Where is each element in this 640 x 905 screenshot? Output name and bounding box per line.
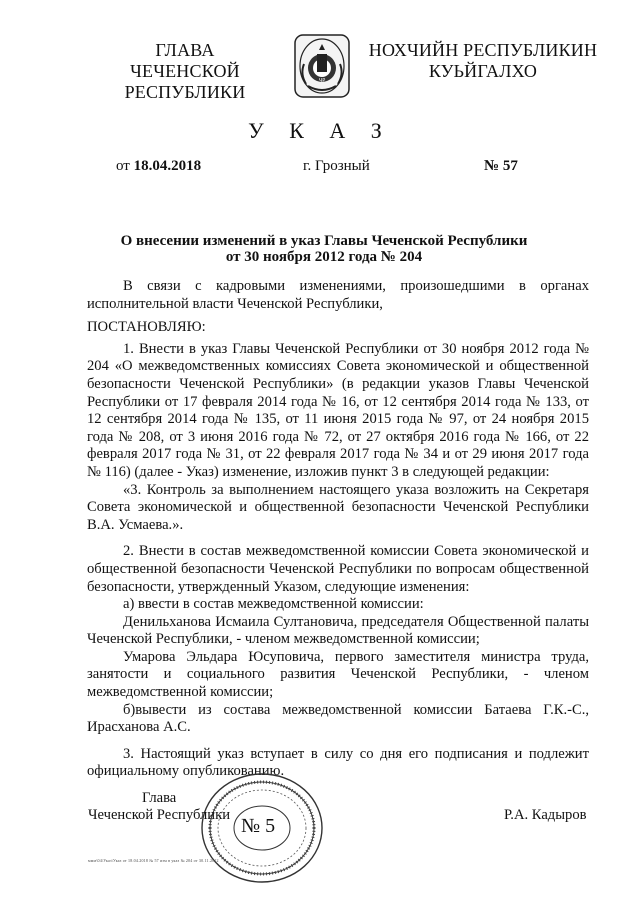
signature-title-line2: Чеченской Республики (88, 807, 231, 823)
footer-file-code: ммм\04\Указ\Указ от 18.04.2018 № 57 изм в указ № 204 от 30.11.2012 (88, 858, 219, 863)
decree-date (116, 158, 201, 175)
signature-name: Р.А. Кадыров (504, 807, 587, 823)
decree-body (87, 278, 589, 781)
subject-line2: от 30 ноября 2012 года № 204 (225, 249, 423, 265)
paragraph-1-quote: «3. Контроль за выполнением настоящего указа возложить на Секретаря Совета экономической и общественной безопасности Чеченской Республики В.А. Усмаева.». (87, 481, 589, 533)
date-prefix: от (116, 158, 130, 174)
header-left-line1: ГЛАВА (155, 40, 215, 60)
document-type-title: У К А З (248, 118, 392, 143)
decree-subject (60, 233, 588, 265)
paragraph-2: 2. Внести в состав межведомственной комиссии Совета экономической и общественной безопасности Чеченской Республики по вопросам общественной безопасности, утвержденный Указом, следующие изменения: (87, 543, 589, 595)
decree-word: ПОСТАНОВЛЯЮ: (87, 319, 206, 336)
decree-number: № 57 (484, 158, 518, 174)
header-left-line2: ЧЕЧЕНСКОЙ РЕСПУБЛИКИ (124, 61, 246, 102)
paragraph-2-b: б)вывести из состава межведомственной комиссии Батаева Г.К.-С., Ирасханова А.С. (87, 701, 589, 736)
paragraph-1: 1. Внести в указ Главы Чеченской Республики от 30 ноября 2012 года № 204 «О межведомственных комиссиях Совета экономической и общественной безопасности Чеченской Республики» (в редакции указов Главы Чеченской Республики от 17 февраля 2014 года № 16, от 12 сентября 2014 года № 133, от 12 сентября 2014 года № 135, от 11 июня 2015 года № 97, от 24 ноября 2015 года № 208, от 3 июня 2016 года № 72, от 27 октября 2016 года № 166, от 22 февраля 2017 года № 31, от 22 февраля 2017 года № 34 и от 29 июня 2017 года № 116) (далее - Указ) изменение, изложив пункт 3 в следующей редакции: (87, 340, 589, 480)
stamp-number: № 5 (241, 815, 276, 837)
preamble: В связи с кадровыми изменениями, произошедшими в органах исполнительной власти Чеченской Республики, (87, 278, 589, 312)
header-left (80, 40, 290, 103)
subject-line1: О внесении изменений в указ Главы Чеченской Республики (120, 233, 528, 249)
paragraph-2-a-member-1: Денильханова Исмаила Султановича, председателя Общественной палаты Чеченской Республики, - членом межведомственной комиссии; (87, 613, 589, 648)
decree-city: г. Грозный (303, 158, 370, 174)
header-right (358, 40, 608, 82)
header-right-line2: КУЬЙГАЛХО (428, 61, 538, 81)
signature-title-line1: Глава (142, 790, 177, 806)
paragraph-2-a: а) ввести в состав межведомственной комиссии: (123, 596, 424, 613)
date-value: 18.04.2018 (133, 158, 202, 174)
signature-title (88, 790, 230, 824)
paragraph-3: 3. Настоящий указ вступает в силу со дня его подписания и подлежит официальному опубликованию. (87, 745, 589, 780)
paragraph-2-a-member-2: Умарова Эльдара Юсуповича, первого заместителя министра труда, занятости и социального развития Чеченской Республики, - членом межведомственной комиссии; (87, 648, 589, 701)
svg-text:ЧР: ЧР (318, 78, 326, 84)
coat-of-arms-icon (294, 34, 350, 98)
header-right-line1: НОХЧИЙН РЕСПУБЛИКИН (368, 40, 598, 60)
